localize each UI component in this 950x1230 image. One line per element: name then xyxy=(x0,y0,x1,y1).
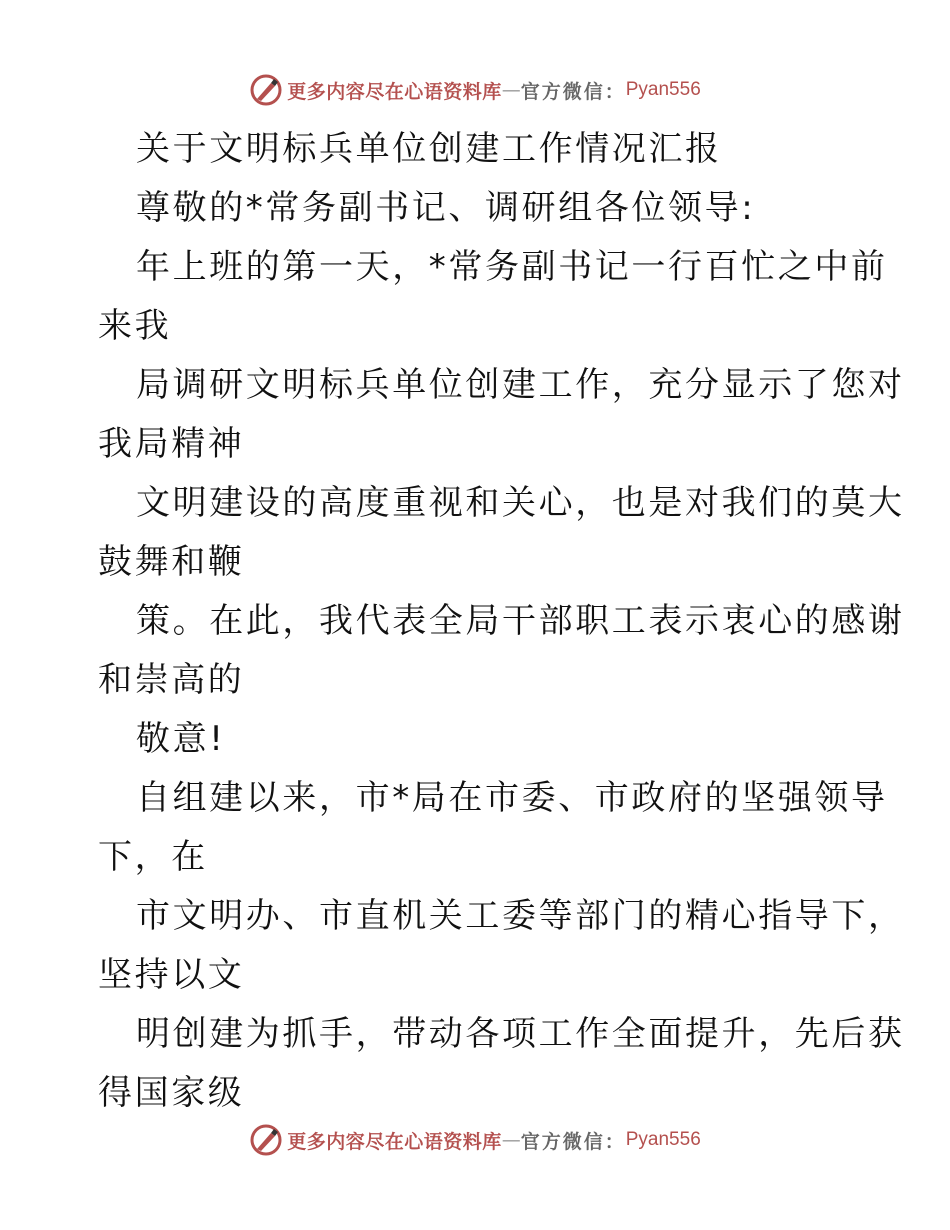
watermark-subtext: 官方微信： xyxy=(520,80,626,103)
watermark-wechat-id: Pyan556 xyxy=(625,1129,701,1150)
watermark-banner-top xyxy=(0,70,950,110)
watermark-main-text: 更多内容尽在心语资料库 xyxy=(287,80,502,103)
watermark-banner-bottom xyxy=(0,1120,950,1160)
doc-line: 和崇高的 xyxy=(98,660,245,700)
doc-line: 年上班的第一天，*常务副书记一行百忙之中前 xyxy=(136,247,888,287)
doc-line: 市文明办、市直机关工委等部门的精心指导下， xyxy=(136,896,905,936)
document-body xyxy=(98,120,905,1123)
doc-line: 自组建以来，市*局在市委、市政府的坚强领导 xyxy=(136,778,888,818)
doc-line: 局调研文明标兵单位创建工作，充分显示了您对 xyxy=(136,365,905,405)
doc-line: 下，在 xyxy=(98,837,208,877)
doc-line: 鼓舞和鞭 xyxy=(98,542,245,582)
doc-line: 策。在此，我代表全局干部职工表示衷心的感谢 xyxy=(136,601,905,641)
doc-line: 敬意! xyxy=(136,719,226,759)
doc-salutation: 尊敬的*常务副书记、调研组各位领导: xyxy=(136,188,756,228)
watermark-wechat-id: Pyan556 xyxy=(625,79,701,100)
doc-title: 关于文明标兵单位创建工作情况汇报 xyxy=(136,129,722,169)
pen-circle-logo-icon xyxy=(249,73,283,107)
watermark-subtext: 官方微信： xyxy=(520,1130,626,1153)
watermark-separator: — xyxy=(501,1129,521,1151)
doc-line: 我局精神 xyxy=(98,424,245,464)
doc-line: 明创建为抓手，带动各项工作全面提升，先后获 xyxy=(136,1014,905,1054)
watermark-main-text: 更多内容尽在心语资料库 xyxy=(287,1130,502,1153)
doc-line: 来我 xyxy=(98,306,172,346)
doc-line: 文明建设的高度重视和关心，也是对我们的莫大 xyxy=(136,483,905,523)
doc-line: 坚持以文 xyxy=(98,955,245,995)
pen-circle-logo-icon xyxy=(249,1123,283,1157)
watermark-separator: — xyxy=(501,79,521,101)
doc-line: 得国家级 xyxy=(98,1073,245,1113)
